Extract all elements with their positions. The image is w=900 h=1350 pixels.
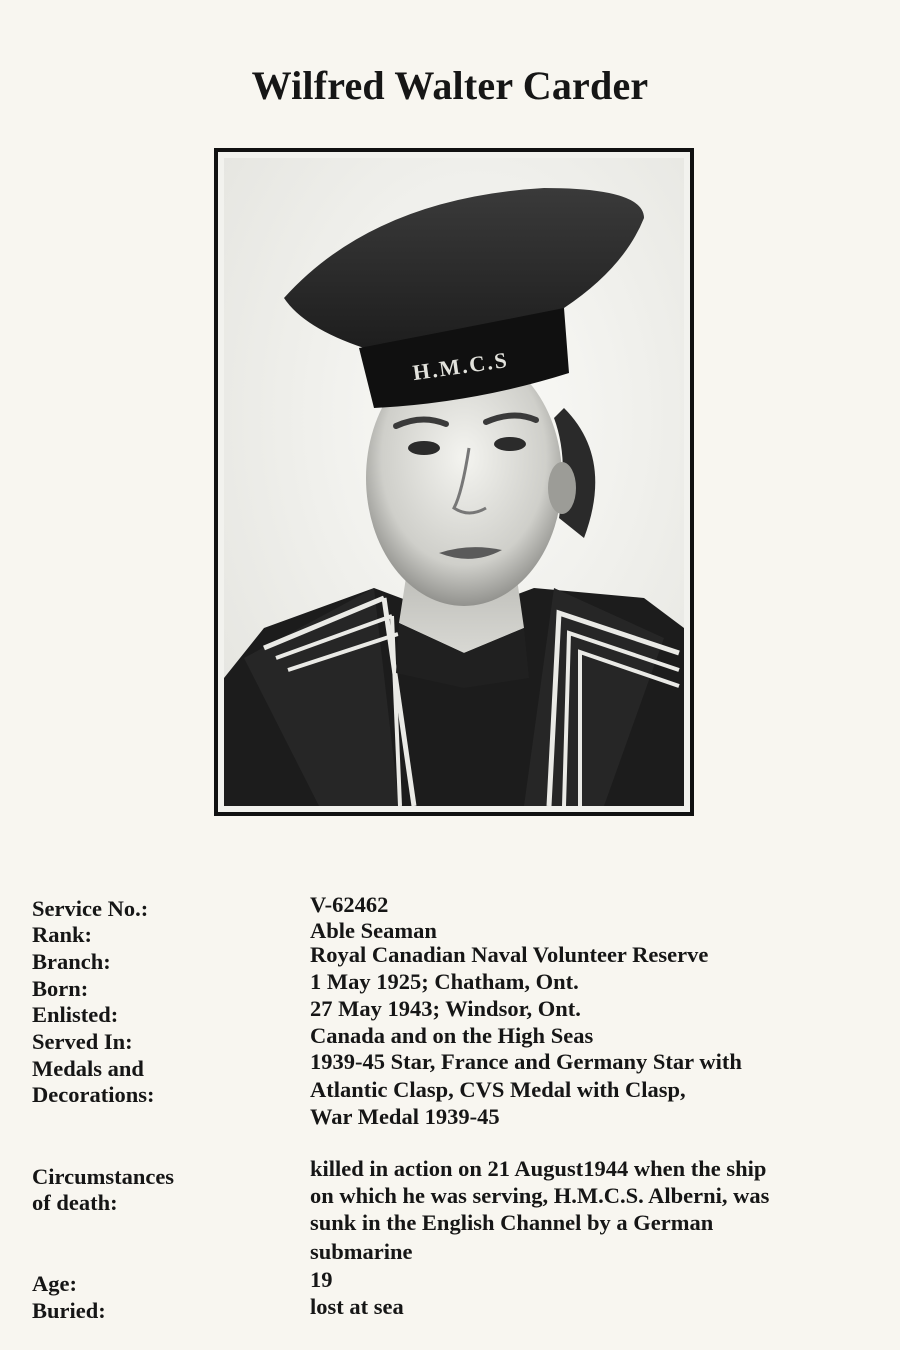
rank-label: Rank: <box>32 922 93 947</box>
born-value: 1 May 1925; Chatham, Ont. <box>310 969 579 994</box>
service-no-value: V-62462 <box>310 892 389 917</box>
circumstances-value-line-2: on which he was serving, H.M.C.S. Alberni, was <box>310 1183 770 1208</box>
circumstances-value-line-1: killed in action on 21 August1944 when the ship <box>310 1156 767 1181</box>
rank-value: Able Seaman <box>310 918 437 943</box>
served-in-value: Canada and on the High Seas <box>310 1023 594 1048</box>
circumstances-value-line-3: sunk in the English Channel by a German <box>310 1210 714 1235</box>
page-title: Wilfred Walter Carder <box>251 63 649 108</box>
circumstances-label-line-2: of death: <box>32 1190 118 1215</box>
age-label: Age: <box>32 1271 77 1296</box>
service-no-label: Service No.: <box>32 896 149 921</box>
medals-value-line-2: Atlantic Clasp, CVS Medal with Clasp, <box>310 1077 686 1102</box>
buried-label: Buried: <box>32 1298 106 1323</box>
enlisted-value: 27 May 1943; Windsor, Ont. <box>310 996 581 1021</box>
medals-value-line-3: War Medal 1939-45 <box>310 1104 500 1129</box>
buried-value: lost at sea <box>310 1294 404 1319</box>
branch-label: Branch: <box>32 949 111 974</box>
medals-value-line-1: 1939-45 Star, France and Germany Star with <box>310 1049 742 1074</box>
born-label: Born: <box>32 976 89 1001</box>
served-in-label: Served In: <box>32 1029 133 1054</box>
medals-label-line-2: Decorations: <box>32 1082 155 1107</box>
enlisted-label: Enlisted: <box>32 1002 119 1027</box>
portrait-photo <box>214 148 694 816</box>
circumstances-value-line-4: submarine <box>310 1239 413 1264</box>
branch-value: Royal Canadian Naval Volunteer Reserve <box>310 942 709 967</box>
circumstances-label-line-1: Circumstances <box>32 1164 175 1189</box>
medals-label-line-1: Medals and <box>32 1056 144 1081</box>
age-value: 19 <box>310 1267 333 1292</box>
portrait-illustration <box>224 158 684 806</box>
cap-band-text: H.M.C.S <box>411 346 511 386</box>
